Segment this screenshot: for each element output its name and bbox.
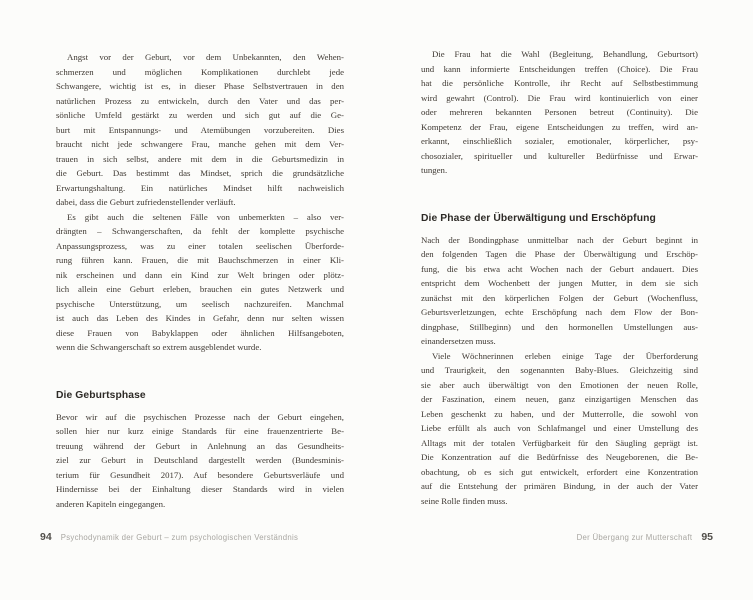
text-line: wenn die Schwangerschaft so extrem ausgeblendet wurde.: [56, 342, 262, 352]
text-line: treuung während der Geburt in Anlehnung an das Gesundheits-: [56, 440, 344, 451]
text-line: psychische Unterstützung, um seelisch nachzureifen. Manchmal: [56, 298, 344, 309]
text-line: tungen.: [421, 165, 448, 175]
text-line: und kann informierte Entscheidungen treffen (Choice). Die Frau: [421, 63, 698, 74]
text-line: Nach der Bondingphase unmittelbar nach der Geburt beginnt in: [421, 234, 698, 245]
page-footer-right: [577, 531, 713, 543]
text-line: trauen in sich selbst, andere mit dem in die Geburtsmedizin in: [56, 153, 344, 164]
section-heading: Die Geburtsphase: [56, 389, 146, 401]
text-line: oder mehreren bekannten Personen betreut (Continuity). Die: [421, 107, 698, 117]
text-line: Die Konzentration auf die Bedürfnisse des Neugeborenen, die Be-: [421, 452, 698, 462]
text-line: hat die persönliche Kontrolle, ihr Recht auf Selbstbestimmung: [421, 78, 698, 88]
text-line: Bevor wir auf die psychischen Prozesse nach der Geburt eingehen,: [56, 411, 344, 422]
text-line: erkannt, einschließlich sozialer, emotionaler, körperlicher, psy-: [421, 136, 698, 146]
text-line: sollen hier nur kurz einige Standards für eine frauenzentrierte Be-: [56, 426, 344, 436]
text-line: zunächst mit den körperlichen Folgen der Geburt (Wochenfluss,: [421, 292, 698, 303]
right-page-text-column: [421, 47, 698, 508]
running-title: Der Übergang zur Mutterschaft: [576, 533, 693, 542]
left-page-text-column: [56, 50, 344, 511]
page-footer-left: [40, 531, 298, 543]
text-line: chosozialer, spiritueller und kultureller Bedürfnisse und Erwar-: [421, 150, 698, 161]
text-line: Die Frau hat die Wahl (Begleitung, Behandlung, Geburtsort): [432, 49, 698, 59]
text-line: seine Rolle finden muss.: [421, 495, 508, 506]
text-line: sönliche Umfeld gestärkt zu werden und sich gut auf die Ge-: [56, 110, 344, 120]
text-line: dabei, dass die Geburt zufriedenstellender verläuft.: [56, 197, 236, 207]
text-line: natürlichen Prozess zu entwickeln, durch den Vater und das per-: [56, 95, 344, 106]
text-line: sie aber auch überwältigt von den Emotionen der neuen Rolle,: [421, 379, 698, 390]
text-line: drängten – Schwangerschaften, da fehlt der komplette psychische: [56, 226, 344, 236]
running-title: Psychodynamik der Geburt – zum psychologischen Verständnis: [60, 533, 299, 542]
text-line: Es gibt auch die seltenen Fälle von unbemerkten – also ver-: [67, 211, 344, 222]
text-line: Alltags mit der totalen Verfügbarkeit für den Säugling geprägt ist.: [421, 437, 698, 448]
text-line: der Faszination, einem neuen, ganz einzigartigen Menschen das: [421, 394, 698, 404]
text-line: lich allein eine Geburt erleben, brauchen ein gutes Netzwerk und: [56, 284, 344, 294]
text-line: Anpassungsprozess, was zu einer totalen seelischen Überforde-: [56, 240, 344, 251]
text-line: Liebe erfüllt als auch von Schlafmangel und einer Umstellung des: [421, 423, 698, 433]
text-line: nik erscheinen und dann ein Kind zur Welt bringen oder plötz-: [56, 269, 344, 280]
text-line: anderen Kapiteln eingegangen.: [56, 498, 166, 509]
page-number: 95: [701, 531, 713, 543]
text-line: schmerzen und möglichen Komplikationen durchlebt jede: [56, 66, 344, 77]
text-line: burt mit Entspannungs- und Atemübungen vorzubereiten. Dies: [56, 124, 344, 135]
text-line: terium für Gesundheit 2017). Auf besondere Geburtsverläufe und: [56, 469, 344, 480]
text-line: Erwartungshaltung. Ein natürliches Mindset hilft nachweislich: [56, 182, 344, 193]
text-line: Viele Wöchnerinnen erleben einige Tage der Überforderung: [432, 350, 698, 361]
text-line: Angst vor der Geburt, vor dem Unbekannten, den Wehen-: [67, 52, 344, 62]
text-line: rung führen kann. Frauen, die mit Bauchschmerzen in einer Kli-: [56, 255, 344, 265]
text-line: und Traurigkeit, den sogenannten Baby-Blues. Gleichzeitig sind: [421, 365, 698, 375]
text-line: Schwangere, wichtig ist es, in dieser Phase Selbstvertrauen in den: [56, 81, 344, 91]
text-line: Hindernisse bei der Einhaltung dieser Standards wird in vielen: [56, 484, 344, 494]
text-line: entspricht dem Wochenbett der jungen Mutter, in dem sie sich: [421, 278, 698, 288]
page-number: 94: [40, 531, 52, 543]
text-line: diese Frauen von Babyklappen oder ähnlichen Hilfsangeboten,: [56, 327, 344, 338]
text-line: obachtung, ob es sich gut entwickelt, erfordert eine Konzentration: [421, 466, 698, 477]
text-line: Kompetenz der Frau, eigene Entscheidungen zu treffen, wird an-: [421, 121, 698, 132]
text-line: dingphase, Stillbeginn) und den hormonellen Umstellungen aus-: [421, 321, 698, 332]
text-line: den folgenden Tagen die Phase der Überwältigung und Erschöp-: [421, 249, 698, 259]
text-line: Leben geschenkt zu haben, und der Mutterrolle, die sowohl von: [421, 408, 698, 419]
text-line: braucht nicht jede schwangere Frau, manche gehen mit dem Ver-: [56, 139, 344, 149]
text-line: ziel zur Geburt in Deutschland dargestellt werden (Bundesminis-: [56, 455, 344, 465]
text-line: auf die Entstehung der primären Bindung, in der auch der Vater: [421, 481, 698, 491]
text-line: die Geburt. Das bestimmt das Mindset, sprich die grundsätzliche: [56, 168, 344, 178]
section-heading: Die Phase der Überwältigung und Erschöpfung: [421, 212, 656, 224]
text-line: fung, die bis etwa acht Wochen nach der Geburt andauert. Dies: [421, 263, 698, 274]
text-line: wird gewahrt (Control). Die Frau wird kontinuierlich von einer: [421, 92, 698, 103]
text-line: Geburtsverletzungen, echte Erschöpfung nach dem Flow der Bon-: [421, 307, 698, 317]
text-line: einandersetzen muss.: [421, 336, 496, 346]
text-line: ist auch das Leben des Kindes in Gefahr, denn nur selten wissen: [56, 313, 344, 323]
